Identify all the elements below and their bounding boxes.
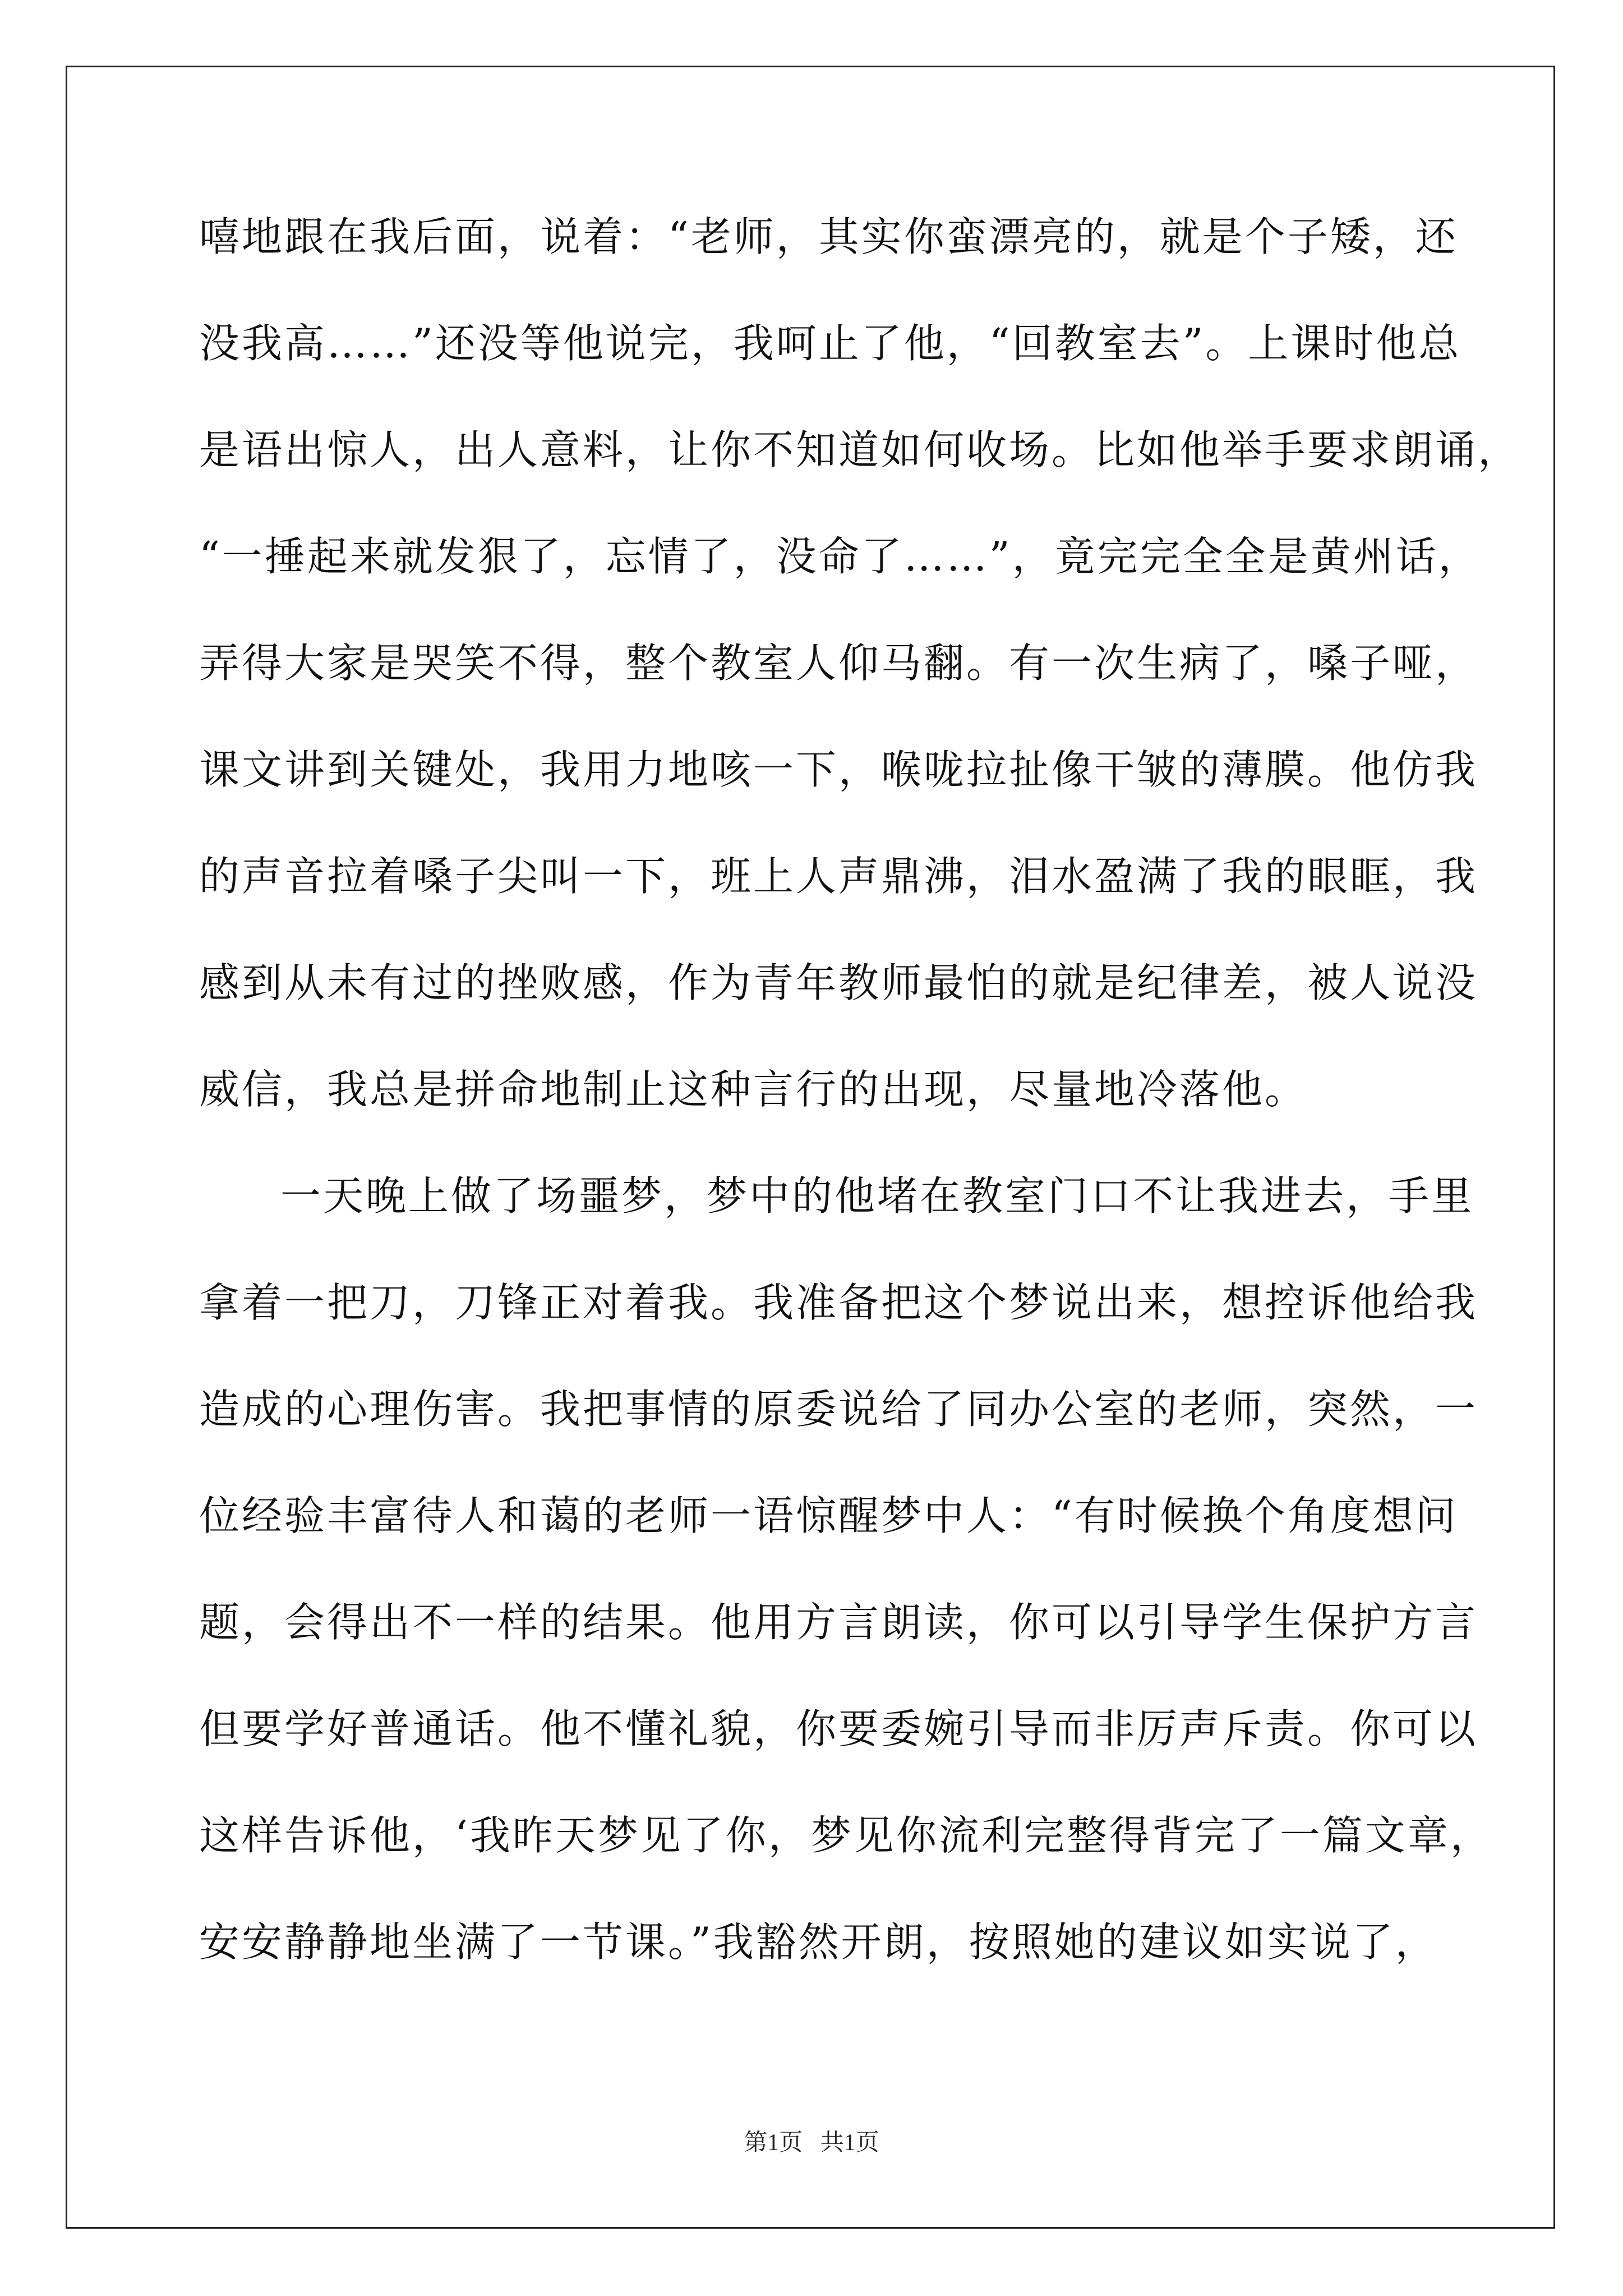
text-line: 威信，我总是拼命地制止这种言行的出现，尽量地冷落他。 xyxy=(199,1066,1308,1113)
text-line: 题，会得出不一样的结果。他用方言朗读，你可以引导学生保护方言 xyxy=(199,1599,1478,1646)
text-line: 造成的心理伤害。我把事情的原委说给了同办公室的老师，突然，一 xyxy=(199,1386,1478,1433)
text-line: 的声音拉着嗓子尖叫一下，班上人声鼎沸，泪水盈满了我的眼眶，我 xyxy=(199,853,1478,900)
text-line: 没我高……”还没等他说完，我呵止了他，“回教室去”。上课时他总 xyxy=(199,320,1461,367)
text-line: 安安静静地坐满了一节课。”我豁然开朗，按照她的建议如实说了， xyxy=(199,1918,1438,1966)
text-line: 但要学好普通话。他不懂礼貌，你要委婉引导而非厉声斥责。你可以 xyxy=(199,1705,1478,1752)
text-line: 一天晚上做了场噩梦，梦中的他堵在教室门口不让我进去，手里 xyxy=(280,1172,1474,1220)
document-body xyxy=(199,209,1521,2021)
text-line: 课文讲到关键处，我用力地咳一下，喉咙拉扯像干皱的薄膜。他仿我 xyxy=(199,746,1478,793)
text-line: 嘻地跟在我后面，说着：“老师，其实你蛮漂亮的，就是个子矮，还 xyxy=(199,213,1458,260)
text-line: 拿着一把刀，刀锋正对着我。我准备把这个梦说出来，想控诉他给我 xyxy=(199,1279,1478,1326)
text-line: “一捶起来就发狠了，忘情了，没命了……”，竟完完全全是黄州话， xyxy=(199,533,1481,580)
text-line: 弄得大家是哭笑不得，整个教室人仰马翻。有一次生病了，嗓子哑， xyxy=(199,639,1478,687)
text-line: 这样告诉他，‘我昨天梦见了你，梦见你流利完整得背完了一篇文章， xyxy=(199,1812,1493,1859)
page-footer: 第1页 共1页 xyxy=(744,2130,879,2156)
text-line: 位经验丰富待人和蔼的老师一语惊醒梦中人：“有时候换个角度想问 xyxy=(199,1492,1458,1539)
text-line: 是语出惊人，出人意料，让你不知道如何收场。比如他举手要求朗诵， xyxy=(199,426,1521,473)
text-line: 感到从未有过的挫败感，作为青年教师最怕的就是纪律差，被人说没 xyxy=(199,959,1478,1006)
